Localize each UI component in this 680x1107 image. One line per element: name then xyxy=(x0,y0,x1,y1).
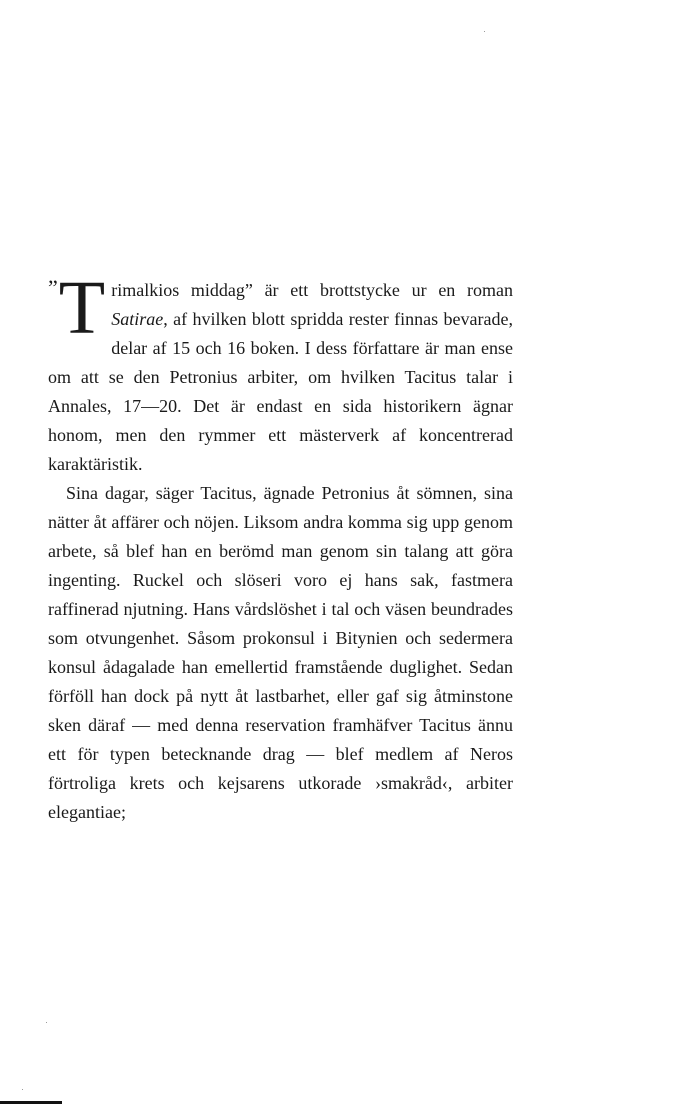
paragraph-1-start: rimalkios middag” är ett brottstycke ur en roman xyxy=(111,280,513,300)
italic-title: Satirae xyxy=(111,309,164,329)
scan-speck xyxy=(46,1022,47,1023)
body-text xyxy=(48,266,513,827)
paragraph-1-rest: , af hvilken blott spridda rester finnas bevarade, delar af 15 och 16 boken. I dess författare är man ense om att se den Petronius arbiter, om hvilken Tacitus talar i Annales, 17—20. Det är endast en sida historikern ägnar honom, men den rymmer ett mästerverk af koncentrerad karaktäristik. xyxy=(48,309,513,474)
paragraph-1 xyxy=(48,266,513,479)
dropcap-group xyxy=(48,266,106,350)
scan-edge-mark xyxy=(0,1101,62,1104)
opening-quote: ” xyxy=(48,275,58,300)
dropcap-letter: T xyxy=(58,266,106,350)
paragraph-2: Sina dagar, säger Tacitus, ägnade Petronius åt sömnen, sina nätter åt affärer och nöjen. Liksom andra komma sig upp genom arbete, så blef han en berömd man genom sin talang att göra ingenting. Ruckel och slöseri voro ej hans sak, fastmera raffinerad njutning. Hans vårdslöshet i tal och väsen beundrades som otvungenhet. Såsom prokonsul i Bitynien och sedermera konsul ådagalade han emellertid framstående duglighet. Sedan förföll han dock på nytt åt lastbarhet, eller gaf sig åtminstone sken däraf — med denna reservation framhäfver Tacitus ännu ett för typen betecknande drag — blef medlem af Neros förtroliga krets och kejsarens utkorade ›smakråd‹, arbiter elegantiae; xyxy=(48,483,513,822)
scan-speck xyxy=(484,31,485,32)
scan-speck xyxy=(22,1089,23,1090)
